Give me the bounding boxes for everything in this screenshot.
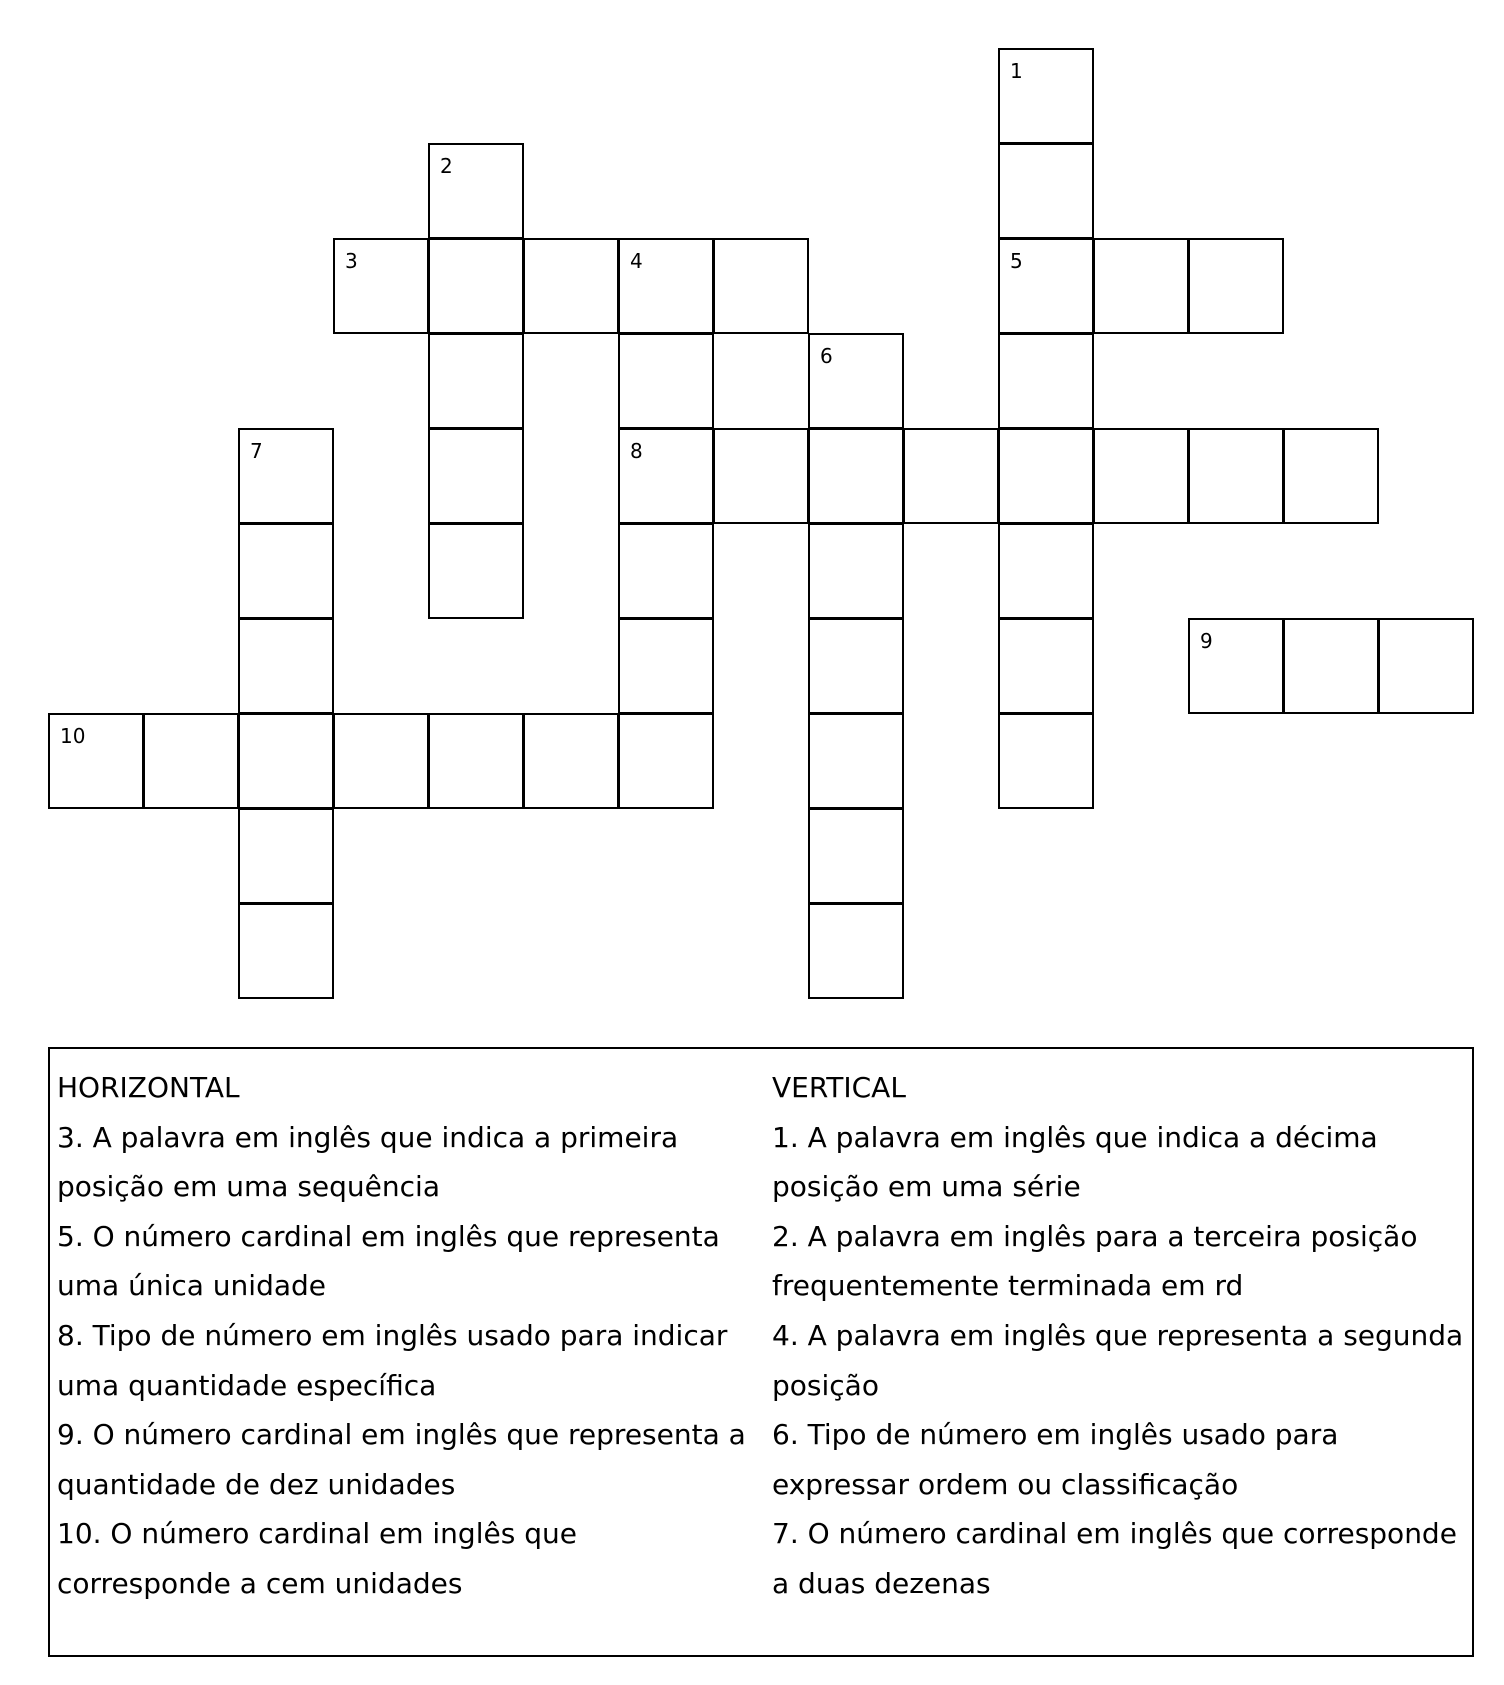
grid-cell[interactable] [618,713,714,809]
grid-cell[interactable] [1093,428,1189,524]
grid-cell[interactable] [808,428,904,524]
grid-cell[interactable] [523,238,619,334]
clue-number: 2 [440,154,453,178]
grid-cell[interactable] [713,428,809,524]
clue-down-2: 2. A palavra em inglês para a terceira posição frequentemente terminada em rd [772,1219,1418,1303]
grid-cell[interactable] [523,713,619,809]
clue-number: 8 [630,439,643,463]
grid-cell[interactable] [1378,618,1474,714]
grid-cell[interactable] [618,618,714,714]
grid-cell[interactable] [238,808,334,904]
clue-across-3: 3. A palavra em inglês que indica a primeira posição em uma sequência [57,1120,679,1204]
grid-cell[interactable] [143,713,239,809]
grid-cell[interactable] [618,238,714,334]
clue-number: 3 [345,249,358,273]
clue-number: 5 [1010,249,1023,273]
grid-cell[interactable] [808,523,904,619]
grid-cell[interactable] [1283,428,1379,524]
grid-cell[interactable] [808,903,904,999]
grid-cell[interactable] [998,238,1094,334]
grid-cell[interactable] [428,713,524,809]
grid-cell[interactable] [238,428,334,524]
grid-cell[interactable] [238,618,334,714]
grid-cell[interactable] [808,713,904,809]
grid-cell[interactable] [238,523,334,619]
clue-number: 7 [250,439,263,463]
clue-number: 1 [1010,59,1023,83]
grid-cell[interactable] [1188,428,1284,524]
clue-across-5: 5. O número cardinal em inglês que representa uma única unidade [57,1219,720,1303]
grid-cell[interactable] [428,238,524,334]
grid-cell[interactable] [428,428,524,524]
grid-cell[interactable] [238,713,334,809]
grid-cell[interactable] [1283,618,1379,714]
vertical-clues [772,1063,1472,1609]
grid-cell[interactable] [998,618,1094,714]
grid-cell[interactable] [903,428,999,524]
clue-number: 6 [820,344,833,368]
grid-cell[interactable] [618,333,714,429]
grid-cell[interactable] [48,713,144,809]
grid-cell[interactable] [998,143,1094,239]
horizontal-clues [57,1063,757,1609]
horizontal-title: HORIZONTAL [57,1071,240,1104]
clue-number: 10 [60,724,86,748]
grid-cell[interactable] [238,903,334,999]
grid-cell[interactable] [333,713,429,809]
clue-across-9: 9. O número cardinal em inglês que representa a quantidade de dez unidades [57,1418,746,1501]
clues-box [48,1047,1474,1657]
grid-cell[interactable] [998,428,1094,524]
grid-cell[interactable] [618,523,714,619]
grid-cell[interactable] [808,808,904,904]
grid-cell[interactable] [998,713,1094,809]
grid-cell[interactable] [808,618,904,714]
clue-down-4: 4. A palavra em inglês que representa a segunda posição [772,1318,1464,1402]
grid-cell[interactable] [618,428,714,524]
clue-down-6: 6. Tipo de número em inglês usado para expressar ordem ou classificação [772,1418,1339,1501]
grid-cell[interactable] [713,238,809,334]
grid-cell[interactable] [998,48,1094,144]
clue-across-10: 10. O número cardinal em inglês que corresponde a cem unidades [57,1517,577,1600]
grid-cell[interactable] [1093,238,1189,334]
clue-across-8: 8. Tipo de número em inglês usado para indicar uma quantidade específica [57,1318,728,1402]
grid-cell[interactable] [998,523,1094,619]
vertical-title: VERTICAL [772,1071,906,1104]
grid-cell[interactable] [808,333,904,429]
clue-number: 4 [630,249,643,273]
grid-cell[interactable] [1188,618,1284,714]
grid-cell[interactable] [998,333,1094,429]
clue-down-7: 7. O número cardinal em inglês que corresponde a duas dezenas [772,1517,1457,1600]
clue-number: 9 [1200,629,1213,653]
grid-cell[interactable] [1188,238,1284,334]
grid-cell[interactable] [428,523,524,619]
clue-down-1: 1. A palavra em inglês que indica a décima posição em uma série [772,1120,1378,1204]
grid-cell[interactable] [428,143,524,239]
grid-cell[interactable] [428,333,524,429]
grid-cell[interactable] [333,238,429,334]
